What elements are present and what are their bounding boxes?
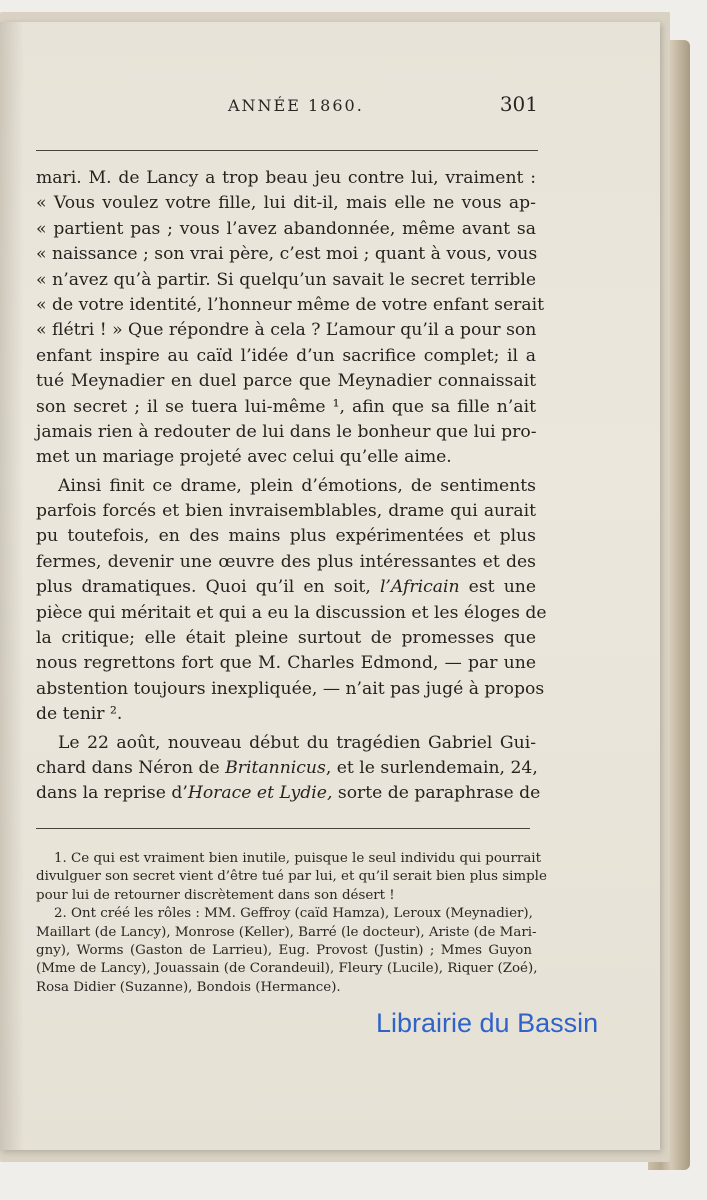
text-line: « de votre identité, l’honneur même de votre enfant serait xyxy=(36,294,545,315)
footnote-line: divulguer son secret vient d’être tué par lui, et qu’il serait bien plus simple xyxy=(36,869,547,885)
text-line: son secret ; il se tuera lui-même ¹, afin que sa fille n’ait xyxy=(36,396,536,417)
text-line: mari. M. de Lancy a trop beau jeu contre lui, vraiment : xyxy=(36,168,536,188)
play-title: Horace et Lydie, xyxy=(187,783,333,804)
text-line: abstention toujours inexpliquée, — n’ait pas jugé à propos xyxy=(36,678,545,699)
seller-watermark: Librairie du Bassin xyxy=(376,1008,599,1038)
text-line: de tenir ². xyxy=(36,704,123,725)
footnote-line: 1. Ce qui est vraiment bien inutile, puisque le seul individu qui pourrait xyxy=(54,851,541,866)
text-run: , et le surlendemain, 24, xyxy=(325,757,538,778)
text-line: « n’avez qu’à partir. Si quelqu’un savait le secret terrible xyxy=(36,269,536,290)
text-line: « flétri ! » Que répondre à cela ? L’amour qu’il a pour son xyxy=(36,320,537,341)
text-line-mixed xyxy=(36,575,536,600)
footnote-rule xyxy=(36,828,530,829)
page-header xyxy=(36,92,538,124)
text-line: Le 22 août, nouveau début du tragédien Gabriel Gui- xyxy=(58,732,536,753)
text-line: pièce qui méritait et qui a eu la discussion et les éloges de xyxy=(36,602,547,623)
text-run: sorte de paraphrase de xyxy=(332,783,541,804)
text-line: « partient pas ; vous l’avez abandonnée, même avant sa xyxy=(36,218,536,239)
text-line: « naissance ; son vrai père, c’est moi ; quant à vous, vous xyxy=(36,244,538,265)
text-line: nous regrettons fort que M. Charles Edmond, — par une xyxy=(36,653,536,674)
text-line: pu toutefois, en des mains plus expérimentées et plus xyxy=(36,526,536,547)
play-title: l’Africain xyxy=(379,577,460,598)
text-run: plus dramatiques. Quoi qu’il en soit, xyxy=(36,577,380,598)
text-run: est une xyxy=(459,577,537,598)
page-number: 301 xyxy=(499,92,538,116)
text-line: parfois forcés et bien invraisemblables, drame qui aurait xyxy=(36,501,536,522)
text-line: Ainsi finit ce drame, plein d’émotions, de sentiments xyxy=(58,475,536,496)
text-line: « Vous voulez votre fille, lui dit-il, mais elle ne vous ap- xyxy=(36,193,536,214)
text-line: fermes, devenir une œuvre des plus intéressantes et des xyxy=(36,551,536,572)
text-run: chard dans Néron de xyxy=(36,757,226,778)
footnotes xyxy=(36,850,547,997)
text-line: jamais rien à redouter de lui dans le bonheur que lui pro- xyxy=(36,421,537,442)
text-line-mixed xyxy=(36,756,536,781)
text-run: dans la reprise d’ xyxy=(36,783,188,804)
text-line-mixed xyxy=(36,781,541,806)
text-line: la critique; elle était pleine surtout de promesses que xyxy=(36,628,536,649)
text-line: met un mariage projeté avec celui qu’elle aime. xyxy=(36,447,452,468)
text-line: enfant inspire au caïd l’idée d’un sacrifice complet; il a xyxy=(36,345,536,366)
footnote-line: gny), Worms (Gaston de Larrieu), Eug. Provost (Justin) ; Mmes Guyon xyxy=(36,942,532,958)
footnote-line: 2. Ont créé les rôles : MM. Geffroy (caïd Hamza), Leroux (Meynadier), xyxy=(54,906,533,922)
play-title: Britannicus xyxy=(225,757,326,778)
footnote-line: pour lui de retourner discrètement dans son désert ! xyxy=(36,887,395,903)
footnote-line: Rosa Didier (Suzanne), Bondois (Hermance). xyxy=(36,979,341,995)
header-rule xyxy=(36,150,538,151)
body-text xyxy=(36,166,547,807)
text-line: tué Meynadier en duel parce que Meynadier connaissait xyxy=(36,371,536,392)
running-head: ANNÉE 1860. xyxy=(228,96,364,115)
footnote-line: (Mme de Lancy), Jouassain (de Corandeuil), Fleury (Lucile), Riquer (Zoé), xyxy=(36,961,538,977)
footnote-line: Maillart (de Lancy), Monrose (Keller), Barré (le docteur), Ariste (de Mari- xyxy=(36,924,537,940)
